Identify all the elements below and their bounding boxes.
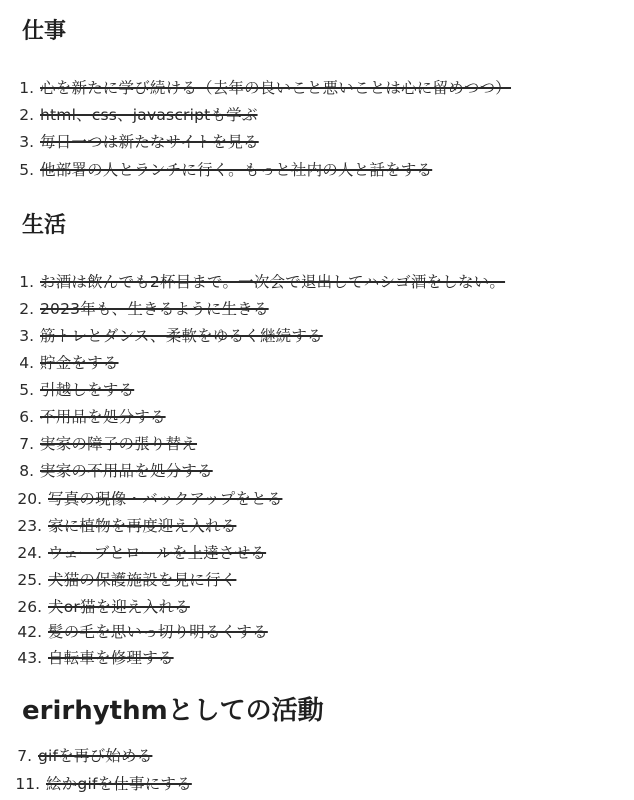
list-item: [0, 569, 236, 591]
list-item: [0, 379, 134, 401]
section-title-erirhythm: erirhythmとしての活動: [22, 696, 324, 726]
list-item-text: 自転車を修理する: [48, 649, 174, 667]
list-item: [0, 131, 259, 153]
list-item-number: 1.: [19, 273, 34, 291]
list-item-number: 7.: [19, 435, 34, 453]
list-item: [0, 745, 152, 767]
list-item: [0, 773, 192, 795]
list-item: [0, 647, 174, 669]
list-item-number: 6.: [19, 408, 34, 426]
list-item: [0, 542, 266, 564]
list-item-text: 絵かgifを仕事にする: [46, 775, 192, 793]
list-item-text: 貯金をする: [40, 354, 119, 372]
list-item: [0, 621, 268, 643]
list-item-text: 髪の毛を思いっ切り明るくする: [48, 623, 268, 641]
list-item-number: 25.: [17, 571, 42, 589]
list-item-text: 他部署の人とランチに行く。もっと社内の人と話をする: [40, 161, 433, 179]
list-item-number: 3.: [19, 133, 34, 151]
list-item-number: 20.: [17, 490, 42, 508]
list-item: [0, 271, 505, 293]
list-item-number: 5.: [19, 161, 34, 179]
list-item-number: 26.: [17, 598, 42, 616]
section-title-work: 仕事: [22, 19, 67, 44]
list-item-text: 実家の不用品を処分する: [40, 462, 213, 480]
list-item-text: 2023年も、生きるように生きる: [40, 300, 269, 318]
list-item-text: 実家の障子の張り替え: [40, 435, 198, 453]
list-item-number: 43.: [17, 649, 42, 667]
list-item-text: 引越しをする: [40, 381, 135, 399]
list-item-text: html、css、javascriptも学ぶ: [40, 106, 258, 124]
list-item-text: 不用品を処分する: [40, 408, 166, 426]
list-item-number: 7.: [17, 747, 32, 765]
list-item-text: gifを再び始める: [38, 747, 153, 765]
list-item: [0, 325, 323, 347]
list-item: [0, 596, 190, 618]
list-item: [0, 298, 269, 320]
list-item: [0, 515, 236, 537]
list-item-number: 4.: [19, 354, 34, 372]
list-item-number: 5.: [19, 381, 34, 399]
list-item-text: お酒は飲んでも2杯目まで。一次会で退出してハシゴ酒をしない。: [40, 273, 506, 291]
list-item-number: 2.: [19, 106, 34, 124]
list-item-text: 写真の現像・バックアップをとる: [48, 490, 283, 508]
list-item-number: 3.: [19, 327, 34, 345]
list-item-text: 犬or猫を迎え入れる: [48, 598, 190, 616]
list-item-number: 2.: [19, 300, 34, 318]
list-item-text: 毎日一つは新たなサイトを見る: [40, 133, 259, 151]
list-item-number: 8.: [19, 462, 34, 480]
list-item-number: 24.: [17, 544, 42, 562]
list-item: [0, 433, 197, 455]
list-item: [0, 104, 258, 126]
list-item-text: 筋トレとダンス、柔軟をゆるく継続する: [40, 327, 323, 345]
list-item: [0, 352, 119, 374]
list-item-text: 犬猫の保護施設を見に行く: [48, 571, 237, 589]
list-item: [0, 460, 213, 482]
list-item-text: ウェーブとロールを上達させる: [48, 544, 267, 562]
list-item: [0, 488, 282, 510]
list-item-text: 心を新たに学び続ける（去年の良いこと悪いことは心に留めつつ）: [40, 79, 512, 97]
list-item: [0, 159, 432, 181]
list-item-number: 42.: [17, 623, 42, 641]
list-item-number: 1.: [19, 79, 34, 97]
list-item-number: 11.: [15, 775, 40, 793]
list-item-number: 23.: [17, 517, 42, 535]
list-item-text: 家に植物を再度迎え入れる: [48, 517, 237, 535]
list-item: [0, 77, 511, 99]
list-item: [0, 406, 166, 428]
section-title-life: 生活: [22, 213, 67, 238]
